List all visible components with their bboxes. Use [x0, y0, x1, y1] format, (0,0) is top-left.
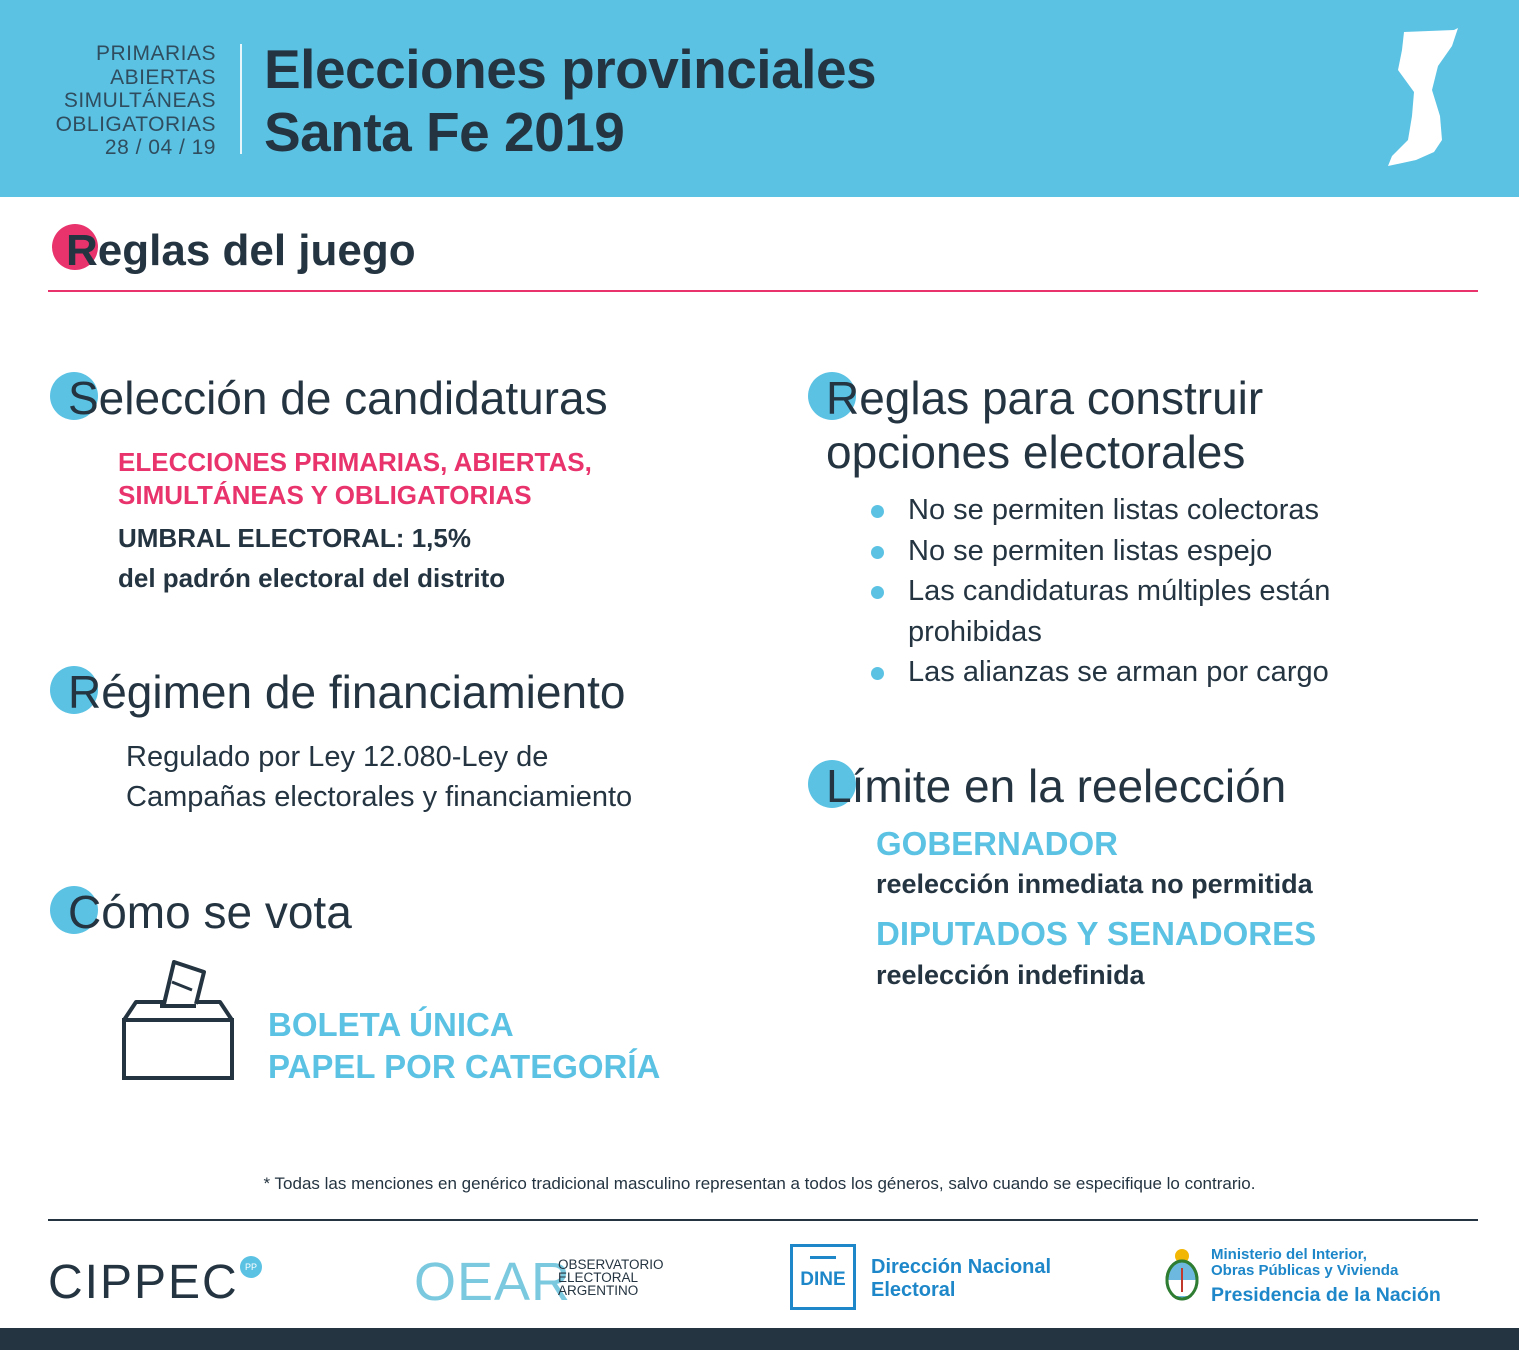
- gender-footnote: * Todas las menciones en genérico tradicional masculino representan a todos los géneros, salvo cuando se especifique lo contrario.: [263, 1174, 1256, 1193]
- reglas-list: [868, 490, 1388, 693]
- paso-line: OBLIGATORIAS: [55, 112, 216, 136]
- oear-subtitle-line: OBSERVATORIO: [558, 1257, 664, 1272]
- dine-logo-text: DINE: [800, 1269, 846, 1290]
- paso-date: 28 / 04 / 19: [104, 136, 216, 159]
- financiamiento-text: [126, 737, 632, 817]
- voting-method-line: BOLETA ÚNICA: [268, 1006, 514, 1043]
- presidencia-label: Presidencia de la Nación: [1211, 1284, 1441, 1306]
- voting-method: [268, 1004, 660, 1088]
- santa-fe-map-icon: [1382, 28, 1464, 168]
- title-line-2: Santa Fe 2019: [264, 101, 625, 163]
- como-vota-title: Cómo se vota: [68, 886, 352, 938]
- ministerio-line: Obras Públicas y Vivienda: [1211, 1262, 1399, 1279]
- oear-subtitle-line: ELECTORAL: [558, 1270, 639, 1285]
- cippec-logo: CIPPEC: [48, 1256, 239, 1309]
- dine-name: [871, 1256, 1051, 1302]
- voting-method-line: PAPEL POR CATEGORÍA: [268, 1048, 661, 1085]
- financiamiento-line: Campañas electorales y financiamiento: [126, 781, 633, 813]
- umbral-line: del padrón electoral del distrito: [118, 563, 506, 593]
- list-item: Las alianzas se arman por cargo: [868, 652, 1388, 693]
- national-shield-icon: [1162, 1246, 1202, 1304]
- financiamiento-line: Regulado por Ley 12.080-Ley de: [126, 741, 549, 773]
- umbral-line: UMBRAL ELECTORAL: 1,5%: [118, 523, 471, 553]
- paso-line: ABIERTAS: [110, 65, 216, 89]
- paso-line: PRIMARIAS: [95, 42, 216, 65]
- opciones-title-line: opciones electorales: [826, 426, 1246, 478]
- list-item: No se permiten listas espejo: [868, 531, 1388, 572]
- footer-divider: [48, 1219, 1478, 1221]
- cippec-mark-icon: PP: [240, 1256, 262, 1278]
- gobernador-value: reelección inmediata no permitida: [876, 869, 1313, 899]
- header-divider: [240, 44, 242, 154]
- dine-logo: [790, 1244, 856, 1310]
- umbral-electoral: [118, 518, 505, 598]
- ministerio-line: Ministerio del Interior,: [1211, 1246, 1367, 1263]
- list-item: Las candidaturas múltiples están prohibidas: [868, 571, 1388, 652]
- ministerio-name: [1211, 1247, 1398, 1279]
- oear-subtitle-line: ARGENTINO: [558, 1283, 639, 1298]
- diputados-label: DIPUTADOS Y SENADORES: [876, 915, 1317, 952]
- seleccion-title: Selección de candidaturas: [68, 372, 608, 424]
- primarias-label: [118, 446, 592, 512]
- reeleccion-title: Límite en la reelección: [826, 760, 1287, 812]
- header-banner: [0, 0, 1519, 197]
- oear-logo: OEAR: [414, 1252, 572, 1312]
- opciones-title: [826, 371, 1263, 479]
- dine-logo-bar: [810, 1256, 836, 1259]
- bottom-bar: [0, 1328, 1519, 1350]
- reglas-title: Reglas del juego: [66, 226, 416, 275]
- primarias-line: ELECCIONES PRIMARIAS, ABIERTAS,: [118, 447, 592, 477]
- section-divider: [48, 290, 1478, 292]
- oear-subtitle: [558, 1258, 664, 1297]
- dine-name-line: Dirección Nacional: [871, 1256, 1052, 1278]
- opciones-title-line: Reglas para construir: [826, 372, 1264, 424]
- primarias-line: SIMULTÁNEAS Y OBLIGATORIAS: [118, 480, 532, 510]
- paso-label: [56, 42, 216, 160]
- paso-line: SIMULTÁNEAS: [63, 89, 216, 112]
- gobernador-label: GOBERNADOR: [876, 825, 1119, 862]
- ballot-box-icon: [122, 958, 234, 1082]
- list-item: No se permiten listas colectoras: [868, 490, 1388, 531]
- diputados-value: reelección indefinida: [876, 960, 1145, 990]
- financiamiento-title: Régimen de financiamiento: [68, 666, 626, 718]
- dine-name-line: Electoral: [871, 1279, 956, 1301]
- title-line-1: Elecciones provinciales: [264, 38, 877, 100]
- page-title: [264, 38, 876, 164]
